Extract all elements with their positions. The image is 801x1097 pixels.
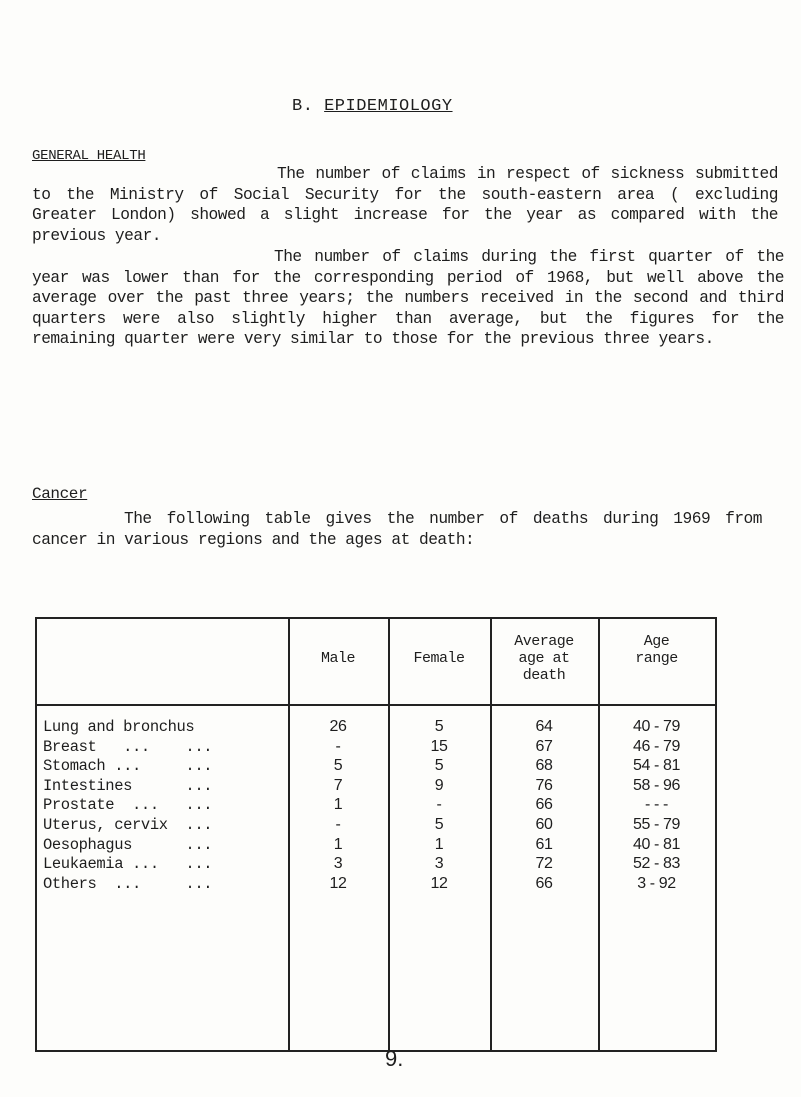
cell-range: 52 - 83	[632, 855, 680, 873]
cell-male: 5	[333, 757, 343, 775]
cell-male: 3	[333, 855, 343, 873]
table-left-border	[35, 617, 37, 1052]
table-bottom-border	[35, 1050, 717, 1052]
cell-female: 5	[434, 757, 444, 775]
cell-female: 1	[434, 835, 444, 853]
cell-average: 60	[535, 816, 553, 833]
general-health-heading: GENERAL HEALTH	[32, 148, 146, 164]
table-top-border	[35, 617, 717, 619]
cell-range: 46 - 79	[632, 737, 680, 755]
cell-female: 3	[434, 855, 444, 873]
cell-region: Others ... ...	[43, 874, 213, 893]
column-header-average-line-3: death	[522, 667, 566, 684]
column-header-range-line-2: range	[635, 650, 678, 667]
cell-male: 1	[333, 835, 343, 853]
cell-region: Leukaemia ... ...	[43, 855, 213, 874]
cell-range: 3 - 92	[637, 874, 676, 892]
page-number: 9.	[385, 1046, 404, 1071]
cell-range: 58 - 96	[632, 776, 680, 794]
cell-male: -	[335, 737, 341, 755]
cell-average: 67	[535, 737, 553, 755]
cell-range: 40 - 81	[632, 835, 680, 853]
cell-female: 15	[430, 737, 448, 755]
section-letter: B.	[292, 97, 314, 116]
cell-female: 5	[434, 816, 444, 833]
cell-male: 12	[329, 874, 347, 892]
cell-region: Breast ... ...	[43, 737, 213, 756]
cell-female: 9	[434, 776, 444, 794]
section-title-text: EPIDEMIOLOGY	[324, 97, 453, 116]
column-header-female: Female	[413, 650, 465, 667]
cell-average: 64	[535, 718, 553, 735]
cell-male: -	[335, 816, 341, 833]
cell-female: 12	[430, 874, 448, 892]
cell-male: 7	[333, 776, 343, 794]
column-header-average-line-2: age at	[518, 650, 570, 667]
cell-range: 55 - 79	[632, 816, 680, 833]
cell-average: 66	[535, 796, 553, 814]
cancer-heading: Cancer	[32, 485, 88, 503]
cancer-intro-paragraph: The following table gives the number of deaths during 1969 from cancer in various regions and the ages at death:	[32, 510, 762, 549]
cell-average: 66	[535, 874, 553, 892]
cell-male: 1	[333, 796, 343, 814]
section-title	[292, 97, 453, 116]
cancer-deaths-table	[35, 617, 717, 1052]
cell-region: Oesophagus ...	[43, 835, 213, 854]
cell-average: 61	[535, 835, 553, 853]
cell-average: 68	[535, 757, 553, 775]
cell-female: 5	[434, 718, 444, 735]
cell-average: 76	[535, 776, 553, 794]
cell-region: Uterus, cervix ...	[43, 816, 213, 834]
cell-range: - - -	[645, 796, 668, 814]
cell-region: Intestines ...	[43, 776, 213, 795]
cell-average: 72	[535, 855, 553, 873]
cell-region: Lung and bronchus	[43, 718, 195, 736]
cell-region: Stomach ... ...	[43, 757, 213, 776]
cell-female: -	[436, 796, 442, 814]
cell-male: 26	[329, 718, 347, 735]
general-health-paragraph-2: The number of claims during the first quarter of the year was lower than for the corresponding period of 1968, but well above the average over the past three years; the numbers received in the second and third quarters were also slightly higher than average, but the figures for the remaining quarter were very similar to those for the previous three years.	[32, 248, 784, 348]
cell-range: 54 - 81	[632, 757, 680, 775]
column-header-average-line-1: Average	[514, 633, 574, 650]
column-header-range-line-1: Age	[643, 633, 670, 650]
column-header-male: Male	[320, 650, 355, 667]
cell-region: Prostate ... ...	[43, 796, 213, 815]
table-right-border	[715, 617, 717, 1052]
cell-range: 40 - 79	[632, 718, 680, 735]
table-header-divider	[35, 704, 717, 706]
general-health-paragraph-1: The number of claims in respect of sickness submitted to the Ministry of Social Security for the south-eastern area ( excluding Greater London) showed a slight increase for the year as compared with the previous year.	[32, 165, 778, 245]
